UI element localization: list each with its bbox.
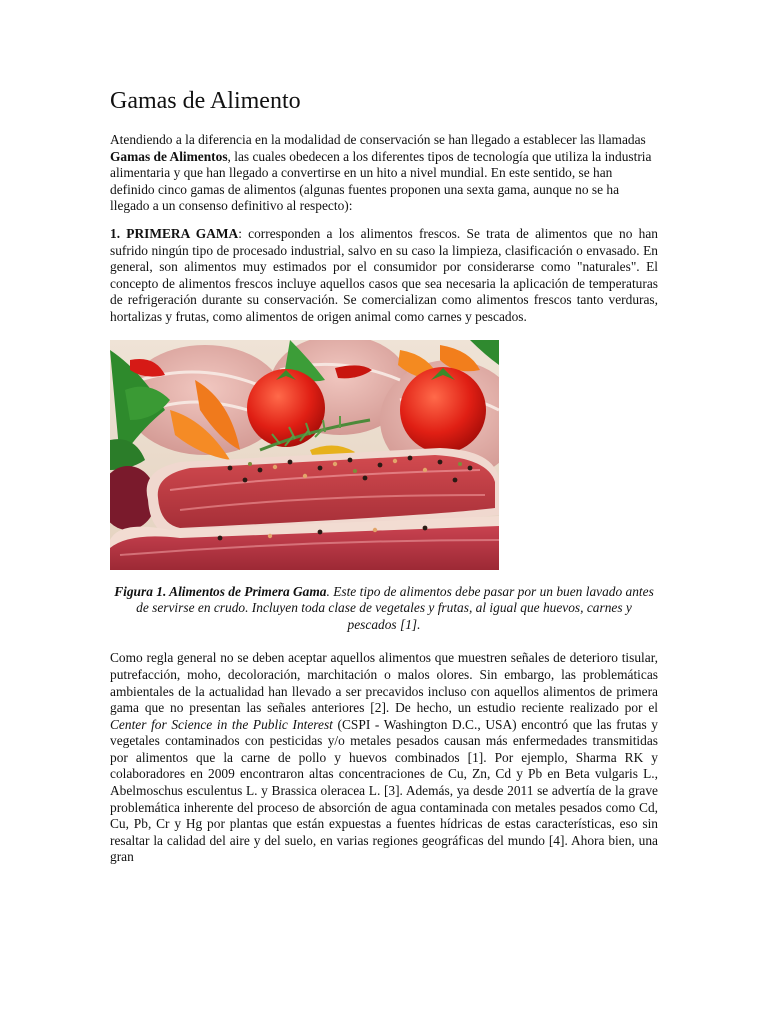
body-paragraph bbox=[110, 650, 658, 866]
intro-text-start: Atendiendo a la diferencia en la modalidad de conservación se han llegado a establecer las llamadas bbox=[110, 132, 646, 147]
body-text-part-2: (CSPI - Washington D.C., USA) encontró que las frutas y vegetales contaminados con pesticidas y/o metales pesados causan más enfermedades transmitidas por alimentos que la carne de pollo y huevos combinados [1]. Por ejemplo, Sharma RK y colaboradores en 2009 encontraron altas concentraciones de Cu, Zn, Cd y Pb en Beta vulgaris L., Abelmoschus esculentus L. y Brassica oleracea L. [3]. Además, ya desde 2011 se advertía de la grave problemática inherente del proceso de absorción de agua contaminada con metales pesados como Cd, Cu, Pb, Cr y Hg por plantas que están expuestas a fuentes hídricas de estas características, eso sin resaltar la calidad del aire y del suelo, en varias regiones geográficas del mundo [4]. Ahora bien, una gran bbox=[110, 716, 658, 865]
figure-caption-text: . Este tipo de alimentos debe pasar por un buen lavado antes de servirse en crudo. Incluyen toda clase de vegetales y frutas, al igual que huevos, carnes y pescados [1]. bbox=[136, 583, 654, 632]
primera-gama-heading: 1. PRIMERA GAMA bbox=[110, 225, 239, 241]
intro-paragraph bbox=[110, 132, 658, 215]
figure-label: Figura 1. bbox=[114, 583, 167, 599]
fresh-food-illustration bbox=[110, 340, 499, 570]
primera-gama-paragraph bbox=[110, 226, 658, 326]
intro-bold-term: Gamas de Alimentos bbox=[110, 148, 228, 164]
cspi-name: Center for Science in the Public Interest bbox=[110, 716, 333, 732]
intro-text-end: , las cuales obedecen a los diferentes tipos de tecnología que utiliza la industria alimentaria y que han llegado a convertirse en un hito a nivel mundial. En este sentido, se han definido cinco gamas de alimentos (algunas fuentes proponen una sexta gama, aunque no se ha llegado a un consenso definitivo al respecto): bbox=[110, 148, 652, 214]
primera-gama-text: : corresponden a los alimentos frescos. Se trata de alimentos que no han sufrido ningún tipo de procesado industrial, salvo en su caso la limpieza, clasificación o envasado. En general, son alimentos muy estimados por el consumidor por considerarse como "naturales". El concepto de alimentos frescos incluye aquellos casos que sea necesaria la aplicación de temperaturas de refrigeración durante su conservación. Se comercializan como alimentos frescos tanto verduras, hortalizas y frutas, como alimentos de origen animal como carnes y pescados. bbox=[110, 225, 658, 324]
document-page bbox=[110, 86, 658, 866]
fresh-food-photo bbox=[110, 340, 499, 570]
body-text-part-1: Como regla general no se deben aceptar aquellos alimentos que muestren señales de deterioro tisular, putrefacción, moho, decoloración, marchitación o malos olores. Sin embargo, las problemáticas ambientales de la actualidad han llevado a ser precavidos incluso con aquellos alimentos de primera gama que no presentan las señales anteriores [2]. De hecho, un estudio reciente realizado por el bbox=[110, 650, 658, 716]
figure-title: Alimentos de Primera Gama bbox=[166, 583, 327, 599]
page-title: Gamas de Alimento bbox=[110, 88, 301, 114]
figure-caption bbox=[112, 584, 656, 634]
